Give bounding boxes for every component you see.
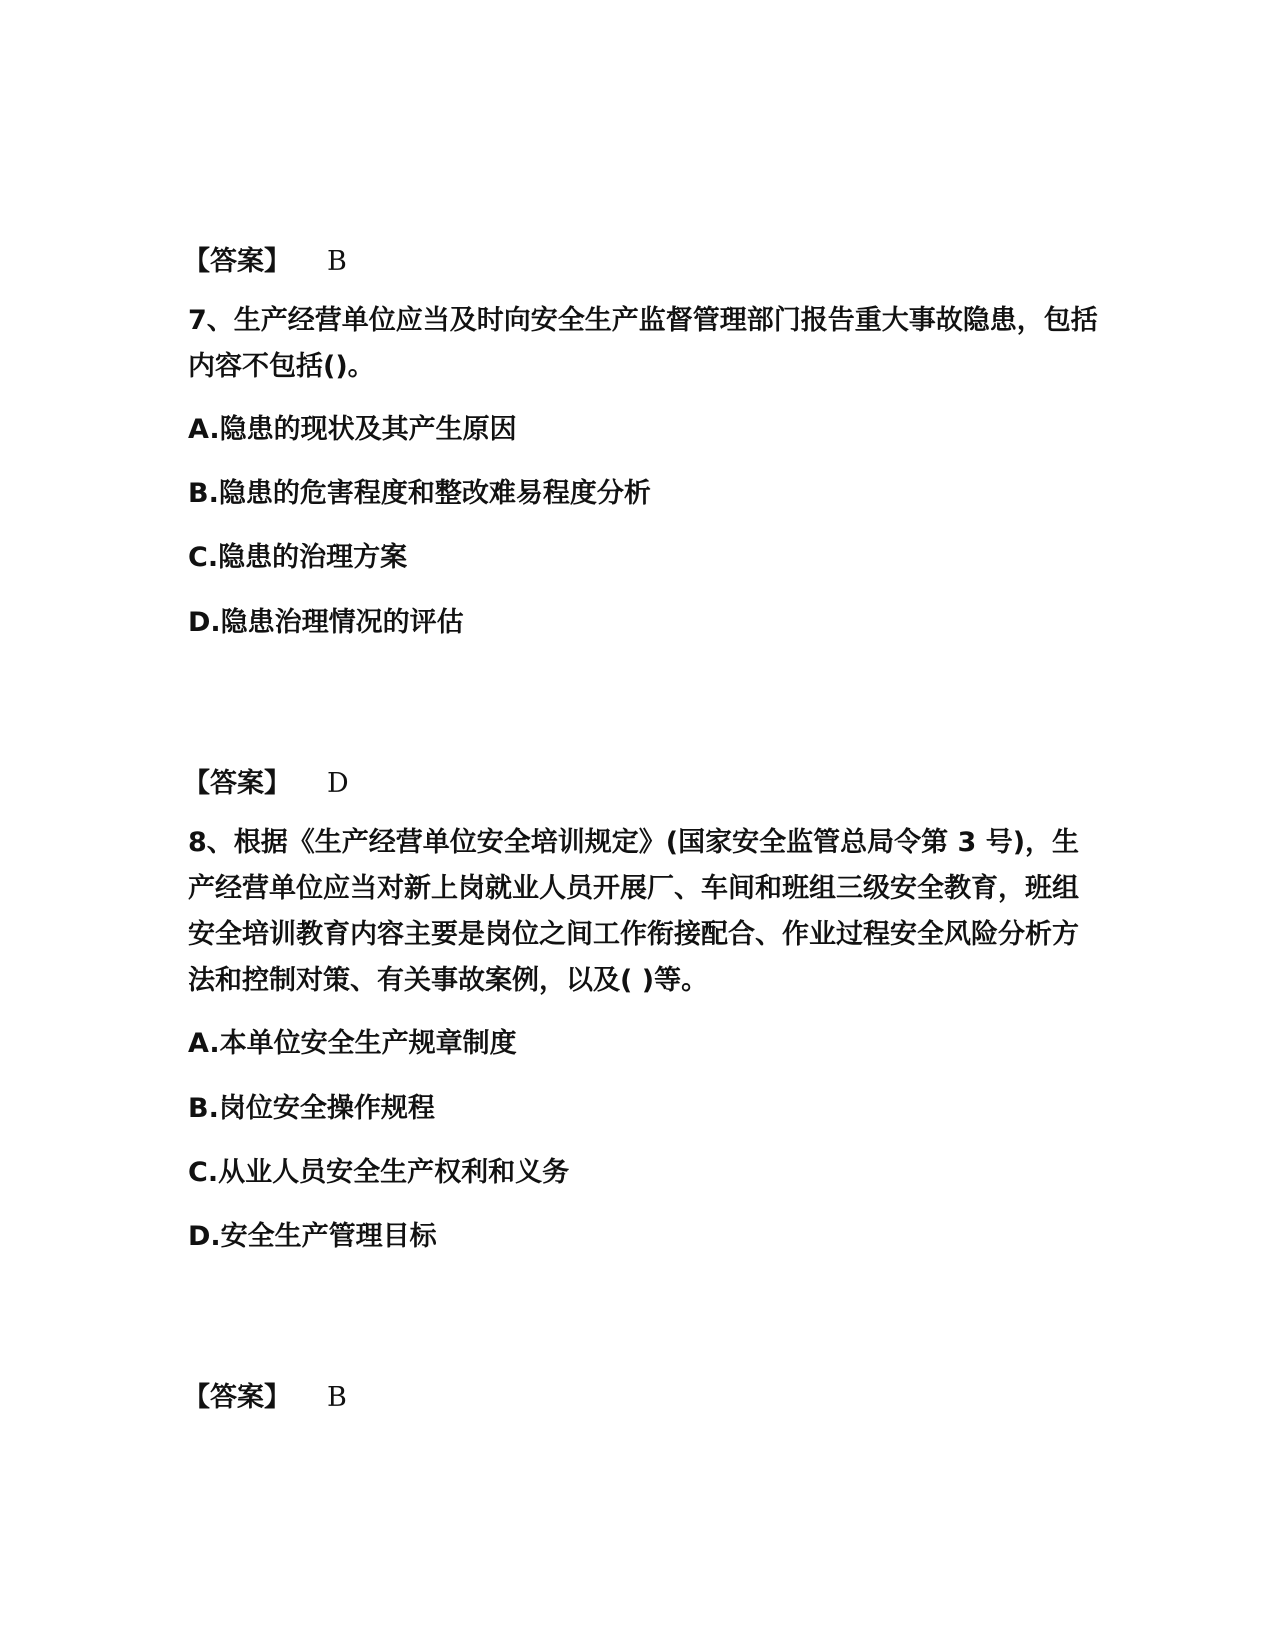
q8-option-a: A.本单位安全生产规章制度 xyxy=(188,1028,517,1059)
q8-option-d: D.安全生产管理目标 xyxy=(188,1221,437,1252)
question-8-text: 8、根据《生产经营单位安全培训规定》(国家安全监管总局令第 3 号)，生产经营单位应当对新上岗就业人员开展厂、车间和班组三级安全教育，班组安全培训教育内容主要是岗位之间工作衔接配合、作业过程安全风险分析方法和控制对策、有关事故案例，以及( )等。 xyxy=(188,827,1080,996)
q7-option-d: D.隐患治理情况的评估 xyxy=(188,607,464,638)
answer-value: B xyxy=(327,1382,347,1413)
q7-option-b: B.隐患的危害程度和整改难易程度分析 xyxy=(188,478,651,509)
answer-value: D xyxy=(327,768,349,799)
q8-option-c: C.从业人员安全生产权利和义务 xyxy=(188,1157,570,1188)
answer-line-1 xyxy=(183,245,347,279)
answer-line-2 xyxy=(183,767,349,801)
q8-option-b: B.岗位安全操作规程 xyxy=(188,1093,435,1124)
answer-tag: 【答案】 xyxy=(183,246,291,277)
answer-tag: 【答案】 xyxy=(183,768,291,799)
q7-option-c: C.隐患的治理方案 xyxy=(188,542,408,573)
q7-option-a: A.隐患的现状及其产生原因 xyxy=(188,414,517,445)
question-7-text: 7、生产经营单位应当及时向安全生产监督管理部门报告重大事故隐患，包括内容不包括()。 xyxy=(188,305,1098,382)
answer-value: B xyxy=(327,246,347,277)
answer-line-3 xyxy=(183,1381,347,1415)
answer-tag: 【答案】 xyxy=(183,1382,291,1413)
